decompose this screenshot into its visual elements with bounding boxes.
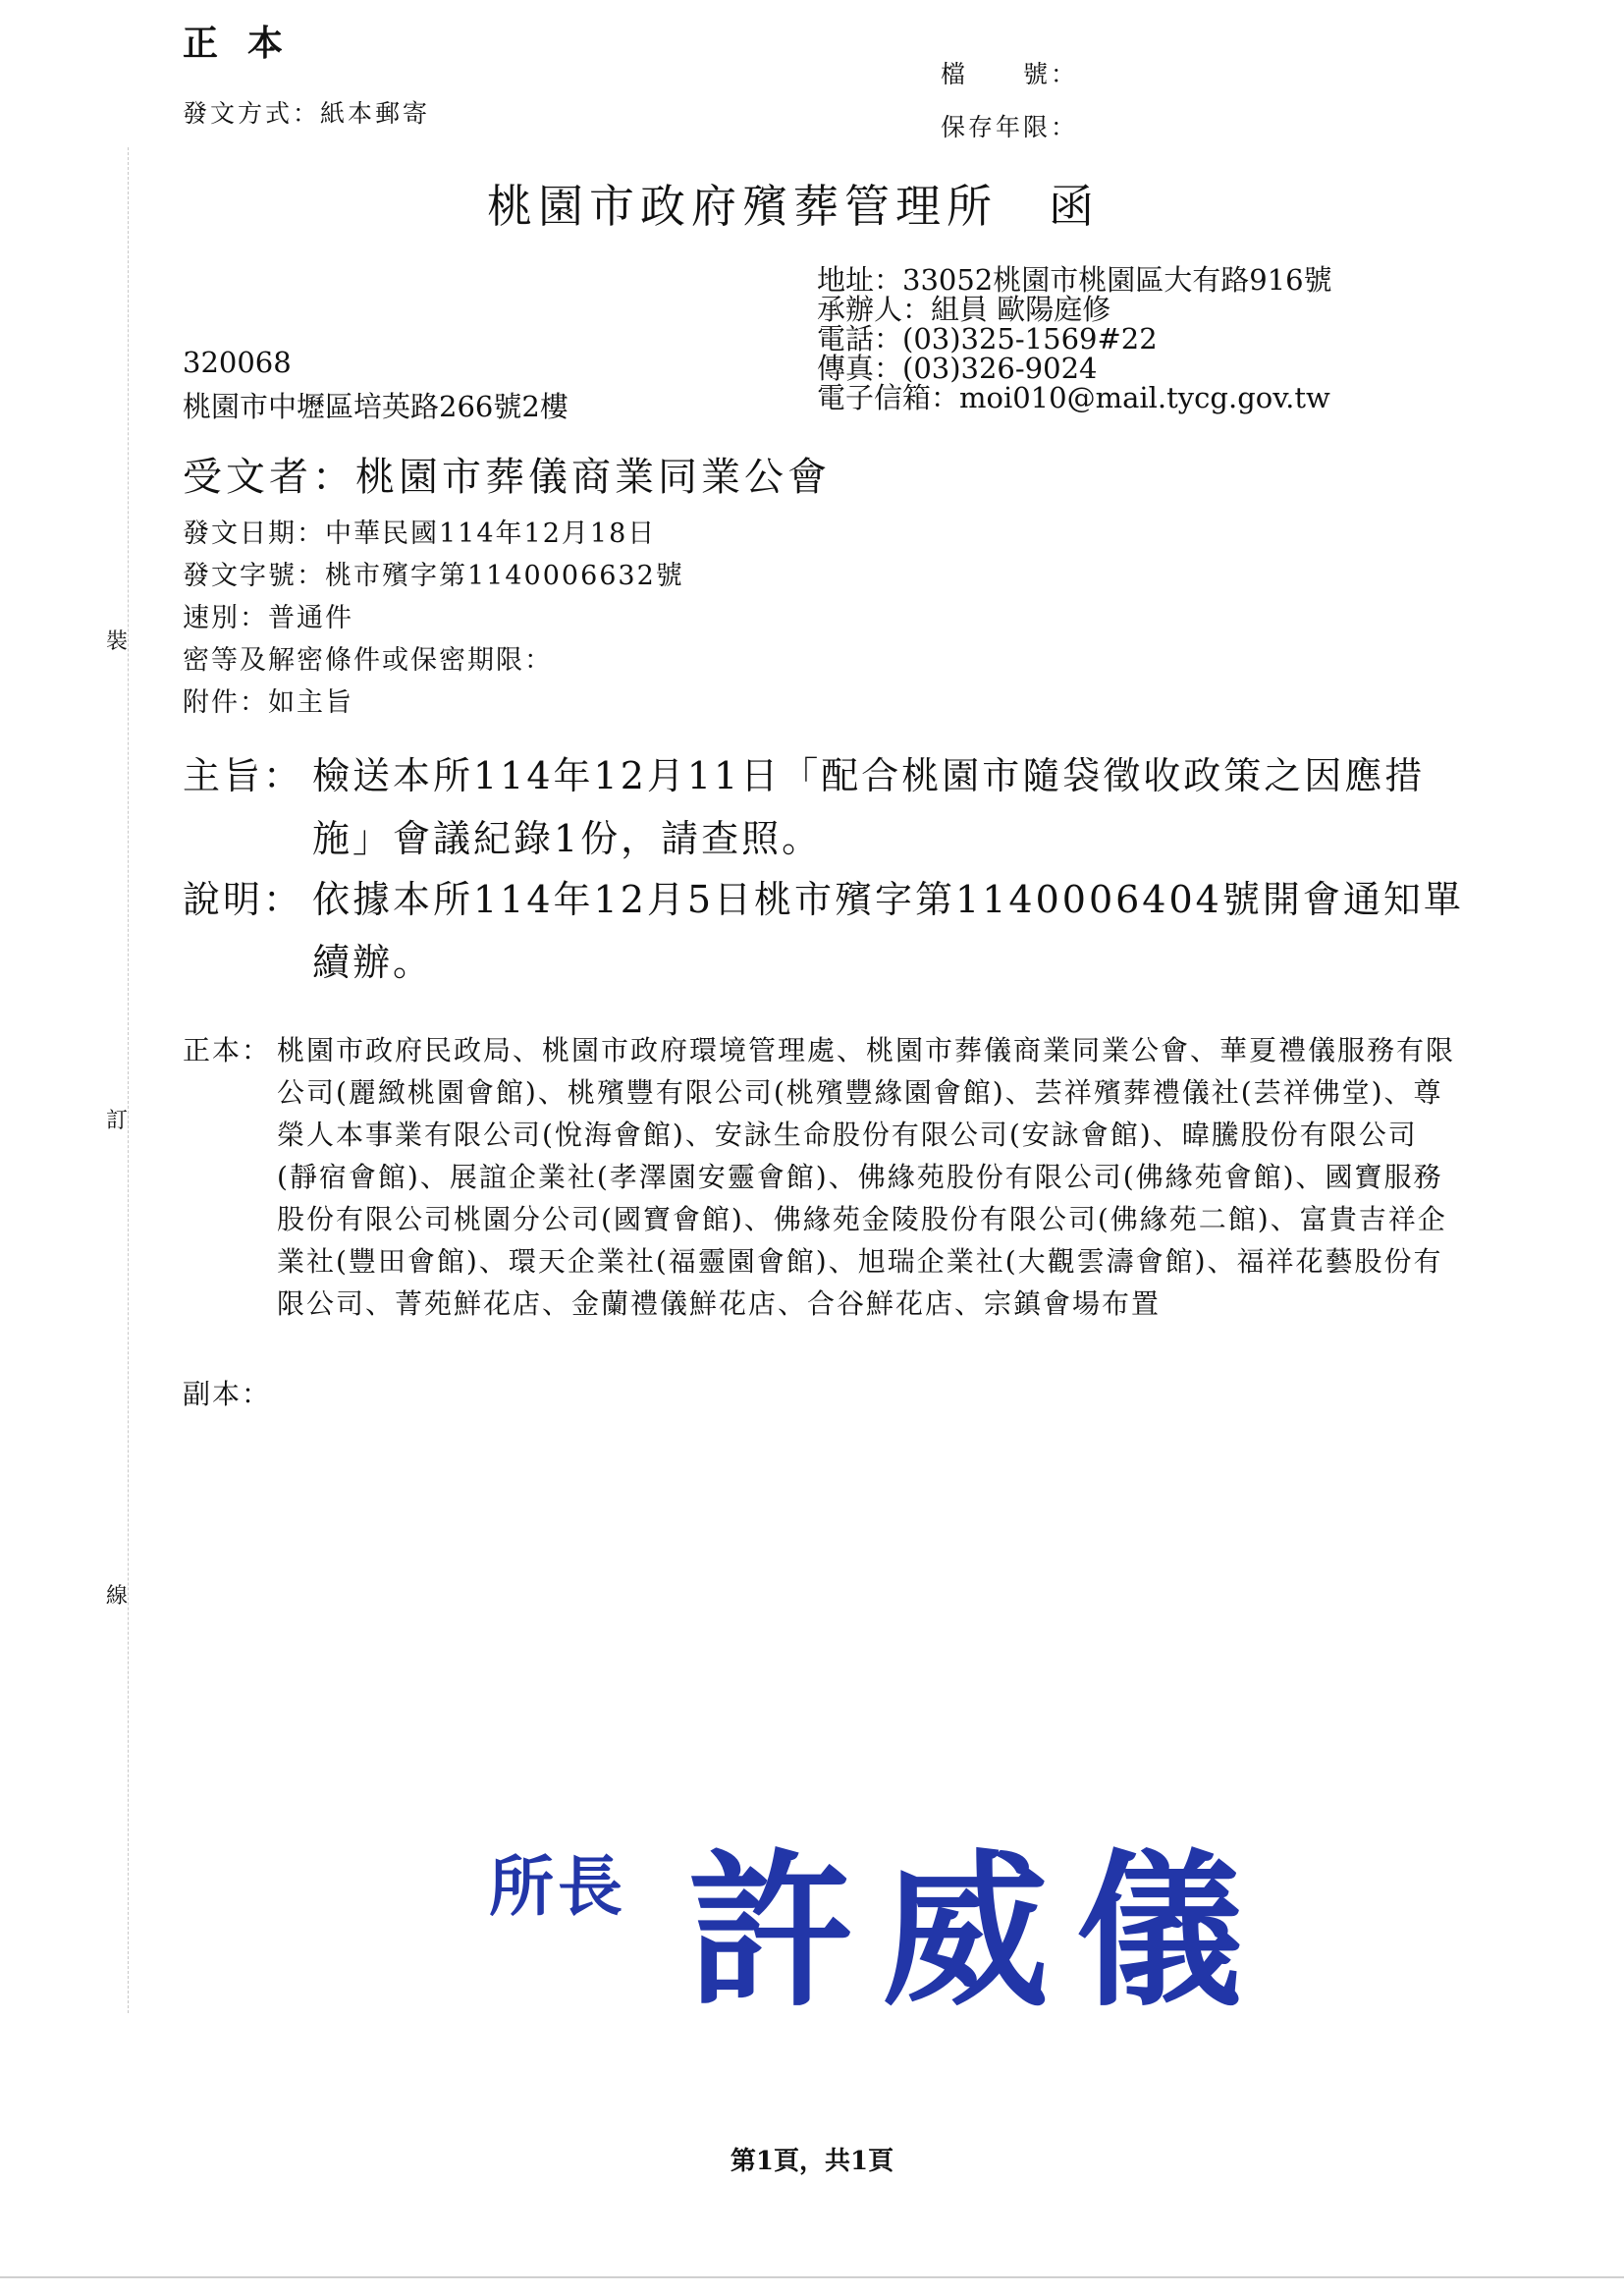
speed-class: 速別：普通件 <box>183 603 353 633</box>
copy-type: 正本 <box>183 23 313 64</box>
receiver-address: 桃園市中壢區培英路266號2樓 <box>183 390 568 423</box>
bottom-edge-line <box>0 2276 1624 2278</box>
explanation-label: 說明： <box>183 878 304 921</box>
secrecy-level: 密等及解密條件或保密期限： <box>183 645 553 676</box>
copy-recipients-label: 副本： <box>183 1378 272 1410</box>
document-number: 發文字號：桃市殯字第1140006632號 <box>183 561 684 591</box>
attachment: 附件：如主旨 <box>183 687 353 718</box>
main-recipients <box>183 1029 1459 1325</box>
sender-phone: 電話：(03)325-1569#22 <box>817 322 1158 355</box>
explanation-section <box>183 868 1479 994</box>
send-method: 發文方式：紙本郵寄 <box>183 99 431 128</box>
binding-mark-zhuang: 裝 <box>106 629 129 654</box>
subject-section <box>183 744 1479 870</box>
page-number: 第1頁，共1頁 <box>730 2147 894 2176</box>
issue-date: 發文日期：中華民國114年12月18日 <box>183 519 657 549</box>
subject-label: 主旨： <box>183 754 304 797</box>
retention-period: 保存年限： <box>941 113 1079 141</box>
explanation-text: 依據本所114年12月5日桃市殯字第1140006404號開會通知單續辦。 <box>312 878 1464 984</box>
receiver-zip: 320068 <box>183 346 292 379</box>
subject-text: 檢送本所114年12月11日「配合桃園市隨袋徵收政策之因應措施」會議紀錄1份，請查照。 <box>312 754 1426 860</box>
sender-address: 地址：33052桃園市桃園區大有路916號 <box>817 263 1332 297</box>
sender-fax: 傳真：(03)326-9024 <box>817 352 1098 385</box>
sender-info <box>817 265 1332 412</box>
sender-handler: 承辦人：組員 歐陽庭修 <box>817 293 1111 326</box>
archive-number: 檔 號： <box>941 60 1079 88</box>
main-recipients-label: 正本： <box>183 1034 272 1066</box>
signature-name: 許威儀 <box>687 1833 1272 2030</box>
document-title: 桃園市政府殯葬管理所 函 <box>487 180 1100 233</box>
recipient: 受文者：桃園市葬儀商業同業公會 <box>183 455 831 500</box>
binding-mark-ding: 訂 <box>106 1109 129 1133</box>
binding-line <box>128 147 129 2013</box>
sender-email: 電子信箱：moi010@mail.tycg.gov.tw <box>817 381 1330 414</box>
binding-mark-xian: 線 <box>106 1584 129 1609</box>
signature-title: 所長 <box>489 1848 626 1925</box>
document-meta <box>183 513 684 724</box>
main-recipients-text: 桃園市政府民政局、桃園市政府環境管理處、桃園市葬儀商業同業公會、華夏禮儀服務有限公司(麗緻桃園會館)、桃殯豐有限公司(桃殯豐緣園會館)、芸祥殯葬禮儀社(芸祥佛堂)、尊榮人本事業有限公司(悅海會館)、安詠生命股份有限公司(安詠會館)、暐騰股份有限公司(靜宿會館)、展誼企業社(孝澤園安靈會館)、佛緣苑股份有限公司(佛緣苑會館)、國寶服務股份有限公司桃園分公司(國寶會館)、佛緣苑金陵股份有限公司(佛緣苑二館)、富貴吉祥企業社(豐田會館)、環天企業社(福靈園會館)、旭瑞企業社(大觀雲濤會館)、福祥花藝股份有限公司、菁苑鮮花店、金蘭禮儀鮮花店、合谷鮮花店、宗鎮會場布置 <box>277 1034 1456 1320</box>
